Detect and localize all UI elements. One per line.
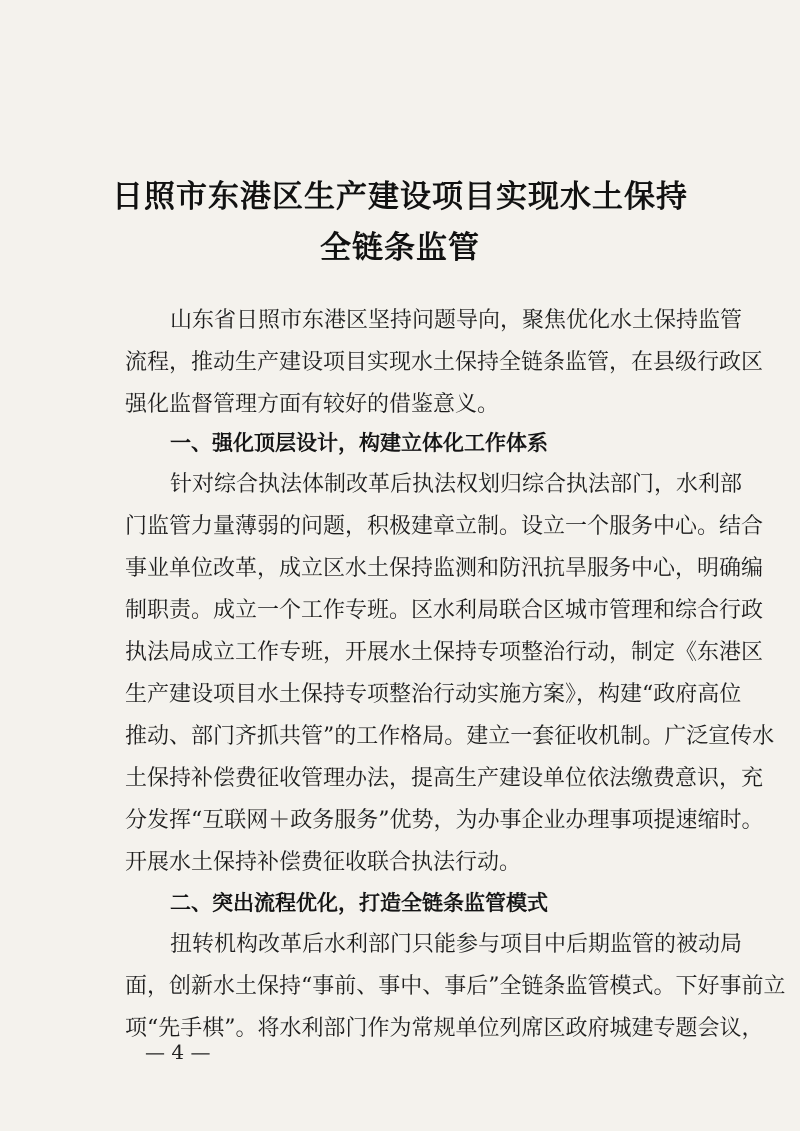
paragraph-line: 生产建设项目水土保持专项整治行动实施方案》，构建“政府高位 [125, 682, 742, 707]
paragraph-line: 开展水土保持补偿费征收联合执法行动。 [125, 850, 522, 875]
paragraph-line: 项“先手棋”。将水利部门作为常规单位列席区政府城建专题会议， [125, 1016, 764, 1041]
page-number: — 4 — [145, 1040, 211, 1064]
paragraph-line: 执法局成立工作专班，开展水土保持专项整治行动，制定《东港区 [125, 640, 764, 665]
paragraph-line: 流程，推动生产建设项目实现水土保持全链条监管，在县级行政区 [125, 350, 764, 375]
paragraph-line: 制职责。成立一个工作专班。区水利局联合区城市管理和综合行政 [125, 598, 764, 623]
paragraph-line: 分发挥“互联网＋政务服务”优势，为办事企业办理事项提速缩时。 [125, 808, 764, 833]
paragraph-line: 扭转机构改革后水利部门只能参与项目中后期监管的被动局 [170, 932, 743, 957]
paragraph-line: 门监管力量薄弱的问题，积极建章立制。设立一个服务中心。结合 [125, 514, 764, 539]
section-heading-2: 二、突出流程优化，打造全链条监管模式 [170, 891, 548, 915]
paragraph-line: 推动、部门齐抓共管”的工作格局。建立一套征收机制。广泛宣传水 [125, 724, 775, 749]
paragraph-line: 土保持补偿费征收管理办法，提高生产建设单位依法缴费意识，充 [125, 766, 764, 791]
paragraph-line: 山东省日照市东港区坚持问题导向，聚焦优化水土保持监管 [170, 308, 743, 333]
document-title-line-1: 日照市东港区生产建设项目实现水土保持 [112, 179, 688, 215]
paragraph-line: 针对综合执法体制改革后执法权划归综合执法部门，水利部 [170, 472, 743, 497]
section-heading-1: 一、强化顶层设计，构建立体化工作体系 [170, 431, 548, 455]
paragraph-line: 强化监督管理方面有较好的借鉴意义。 [125, 392, 500, 417]
paragraph-line: 面，创新水土保持“事前、事中、事后”全链条监管模式。下好事前立 [125, 974, 786, 999]
paragraph-line: 事业单位改革，成立区水土保持监测和防汛抗旱服务中心，明确编 [125, 556, 764, 581]
document-title-line-2: 全链条监管 [320, 230, 480, 266]
